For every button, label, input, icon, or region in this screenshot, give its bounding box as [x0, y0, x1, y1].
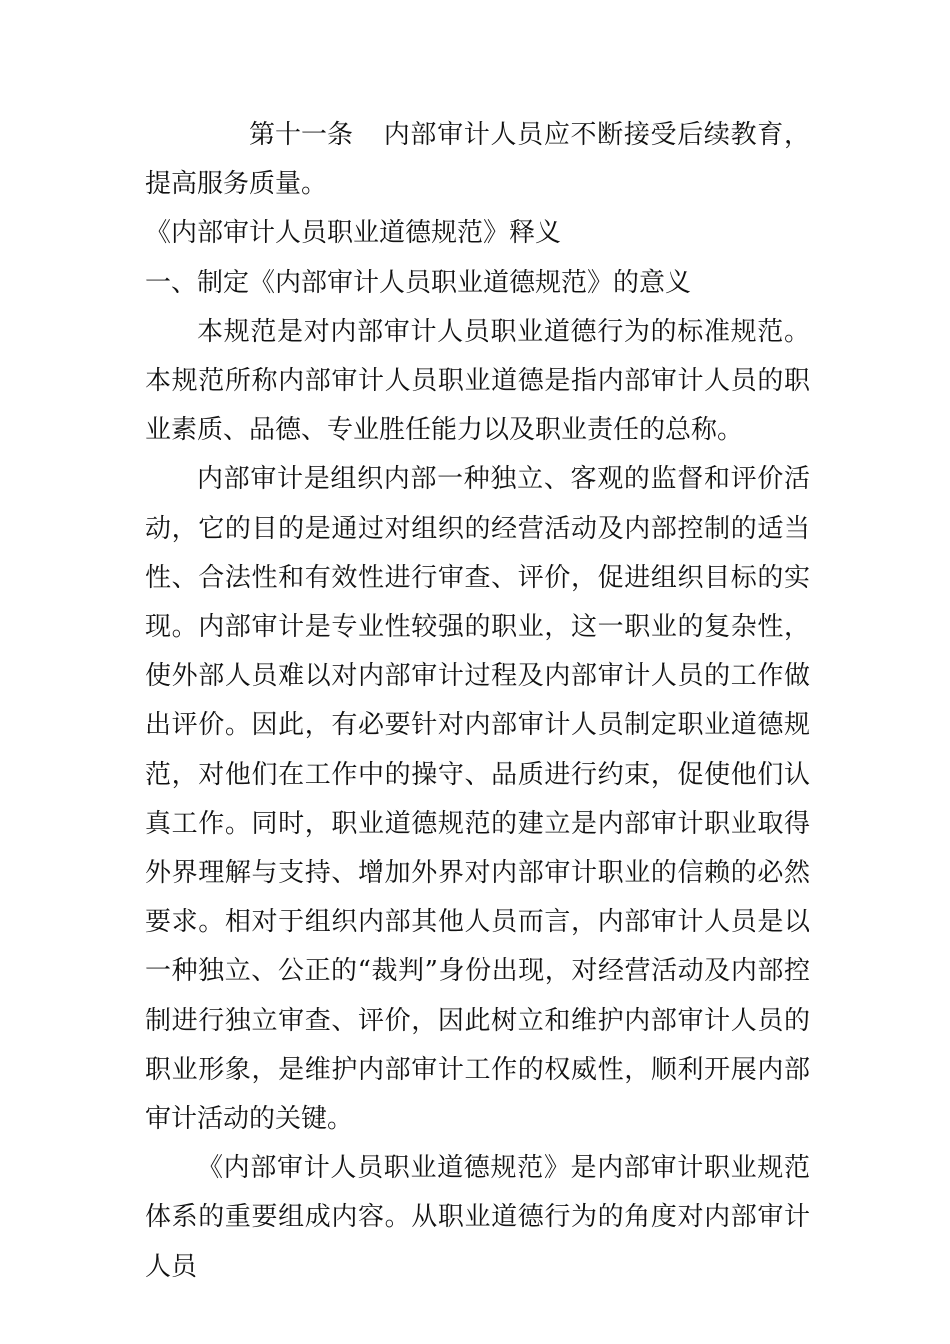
article-text: 内部审计人员应不断接受后续教育，提高服务质量。 — [145, 120, 810, 200]
main-heading: 《内部审计人员职业道德规范》释义 — [145, 218, 562, 249]
paragraph-code-importance: 《内部审计人员职业道德规范》是内部审计职业规范体系的重要组成内容。从职业道德行为的角度对内部审计人员 — [145, 1153, 810, 1282]
article-eleven — [145, 111, 810, 209]
paragraph-internal-audit: 内部审计是组织内部一种独立、客观的监督和评价活动，它的目的是通过对组织的经营活动及内部控制的适当性、合法性和有效性进行审查、评价，促进组织目标的实现。内部审计是专业性较强的职业，这一职业的复杂性，使外部人员难以对内部审计过程及内部审计人员的工作做出评价。因此，有必要针对内部审计人员制定职业道德规范，对他们在工作中的操守、品质进行约束，促使他们认真工作。同时，职业道德规范的建立是内部审计职业取得外界理解与支持、增加外界对内部审计职业的信赖的必然要求。相对于组织内部其他人员而言，内部审计人员是以一种独立、公正的“裁判”身份出现，对经营活动及内部控制进行独立审查、评价，因此树立和维护内部审计人员的职业形象，是维护内部审计工作的权威性，顺利开展内部审计活动的关键。 — [145, 464, 810, 1135]
paragraph-definition: 本规范是对内部审计人员职业道德行为的标准规范。本规范所称内部审计人员职业道德是指内部审计人员的职业素质、品德、专业胜任能力以及职业责任的总称。 — [145, 316, 810, 446]
article-number: 第十一条 — [249, 120, 354, 150]
document-body — [145, 111, 810, 1292]
section-heading-1: 一、制定《内部审计人员职业道德规范》的意义 — [145, 267, 692, 298]
